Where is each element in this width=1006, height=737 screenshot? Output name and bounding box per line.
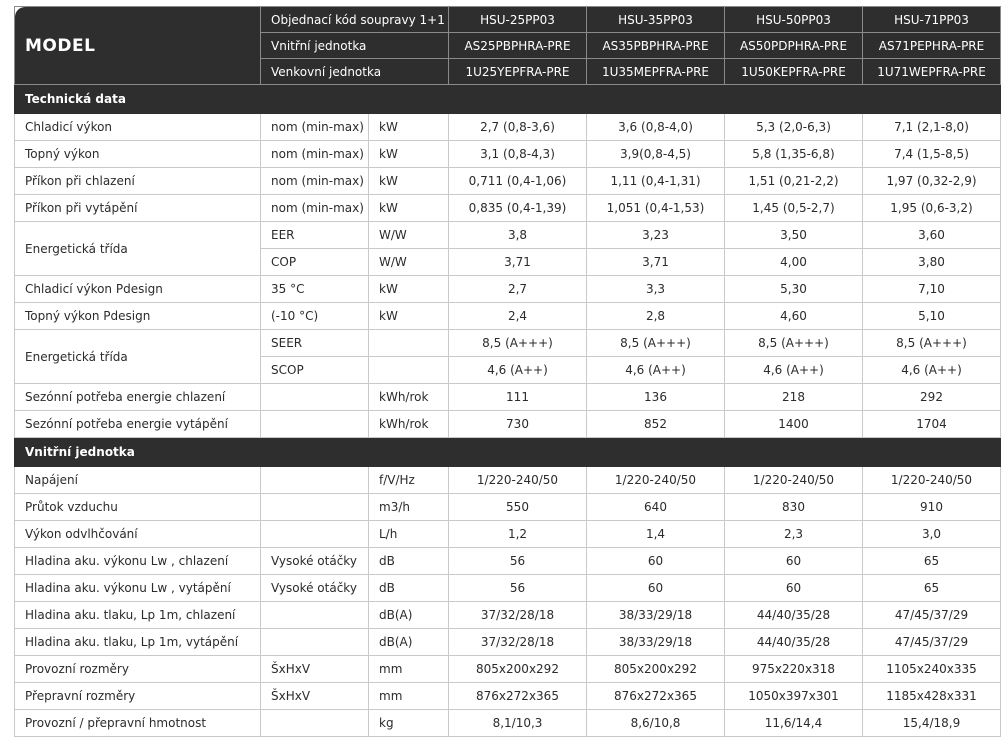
table-row [15, 548, 1001, 575]
row-unit: kg [369, 710, 449, 737]
value-cell: 8,5 (A+++) [449, 330, 587, 357]
value-cell: 56 [449, 548, 587, 575]
section-title: Technická data [15, 85, 1001, 114]
value-cell: 3,3 [587, 276, 725, 303]
value-cell: 640 [587, 494, 725, 521]
row-label: Chladicí výkon [15, 114, 261, 141]
value-cell: 5,10 [863, 303, 1001, 330]
value-cell: 1400 [725, 411, 863, 438]
value-cell: 1,11 (0,4-1,31) [587, 168, 725, 195]
value-cell: 4,60 [725, 303, 863, 330]
row-label: Energetická třída [15, 330, 261, 384]
value-cell: 8,6/10,8 [587, 710, 725, 737]
row-label: Energetická třída [15, 222, 261, 276]
set-code: HSU-71PP03 [863, 7, 1001, 33]
model-title: MODEL [15, 7, 261, 85]
table-row [15, 629, 1001, 656]
row-label: Chladicí výkon Pdesign [15, 276, 261, 303]
row-label: Příkon při chlazení [15, 168, 261, 195]
row-unit: kW [369, 276, 449, 303]
row-condition [261, 602, 369, 629]
row-unit: L/h [369, 521, 449, 548]
value-cell: 730 [449, 411, 587, 438]
spec-table-body [15, 7, 1001, 737]
value-cell: 47/45/37/29 [863, 602, 1001, 629]
value-cell: 3,71 [587, 249, 725, 276]
row-condition: (-10 °C) [261, 303, 369, 330]
spec-table-container [14, 6, 1000, 737]
row-condition [261, 521, 369, 548]
row-condition [261, 710, 369, 737]
value-cell: 60 [725, 548, 863, 575]
row-unit: W/W [369, 222, 449, 249]
set-code: HSU-50PP03 [725, 7, 863, 33]
row-unit: kWh/rok [369, 384, 449, 411]
section-title: Vnitřní jednotka [15, 438, 1001, 467]
value-cell: 550 [449, 494, 587, 521]
table-row [15, 602, 1001, 629]
row-unit: mm [369, 683, 449, 710]
row-condition: nom (min-max) [261, 195, 369, 222]
table-row [15, 411, 1001, 438]
value-cell: 975x220x318 [725, 656, 863, 683]
value-cell: 136 [587, 384, 725, 411]
row-condition: EER [261, 222, 369, 249]
row-label: Sezónní potřeba energie chlazení [15, 384, 261, 411]
outdoor-unit-code: 1U25YEPFRA-PRE [449, 59, 587, 85]
table-row [15, 141, 1001, 168]
table-row [15, 114, 1001, 141]
table-row [15, 575, 1001, 602]
value-cell: 1/220-240/50 [863, 467, 1001, 494]
value-cell: 1/220-240/50 [725, 467, 863, 494]
value-cell: 1,97 (0,32-2,9) [863, 168, 1001, 195]
row-unit: mm [369, 656, 449, 683]
table-row [15, 710, 1001, 737]
row-condition: ŠxHxV [261, 656, 369, 683]
value-cell: 4,6 (A++) [449, 357, 587, 384]
table-row [15, 303, 1001, 330]
row-unit: kW [369, 168, 449, 195]
table-row [15, 330, 1001, 357]
value-cell: 5,3 (2,0-6,3) [725, 114, 863, 141]
table-row [15, 683, 1001, 710]
row-unit: kW [369, 195, 449, 222]
value-cell: 3,60 [863, 222, 1001, 249]
row-label: Příkon při vytápění [15, 195, 261, 222]
value-cell: 3,71 [449, 249, 587, 276]
indoor-unit-code: AS71PEPHRA-PRE [863, 33, 1001, 59]
table-row [15, 384, 1001, 411]
value-cell: 805x200x292 [587, 656, 725, 683]
row-condition: 35 °C [261, 276, 369, 303]
row-condition [261, 384, 369, 411]
value-cell: 3,9(0,8-4,5) [587, 141, 725, 168]
row-label: Výkon odvlhčování [15, 521, 261, 548]
set-code-label: Objednací kód soupravy 1+1 [261, 7, 449, 33]
outdoor-unit-code: 1U50KEPFRA-PRE [725, 59, 863, 85]
value-cell: 60 [725, 575, 863, 602]
value-cell: 3,6 (0,8-4,0) [587, 114, 725, 141]
value-cell: 3,80 [863, 249, 1001, 276]
value-cell: 1,2 [449, 521, 587, 548]
value-cell: 47/45/37/29 [863, 629, 1001, 656]
value-cell: 910 [863, 494, 1001, 521]
value-cell: 37/32/28/18 [449, 602, 587, 629]
set-code: HSU-25PP03 [449, 7, 587, 33]
indoor-unit-code: AS35PBPHRA-PRE [587, 33, 725, 59]
value-cell: 44/40/35/28 [725, 629, 863, 656]
row-label: Přepravní rozměry [15, 683, 261, 710]
value-cell: 2,8 [587, 303, 725, 330]
row-unit: dB [369, 575, 449, 602]
value-cell: 1/220-240/50 [587, 467, 725, 494]
value-cell: 4,00 [725, 249, 863, 276]
value-cell: 3,0 [863, 521, 1001, 548]
row-unit: dB [369, 548, 449, 575]
row-condition: nom (min-max) [261, 114, 369, 141]
value-cell: 1,95 (0,6-3,2) [863, 195, 1001, 222]
value-cell: 8,5 (A+++) [863, 330, 1001, 357]
row-unit: f/V/Hz [369, 467, 449, 494]
row-unit [369, 357, 449, 384]
value-cell: 60 [587, 548, 725, 575]
row-unit [369, 330, 449, 357]
value-cell: 3,50 [725, 222, 863, 249]
spec-table [14, 6, 1001, 737]
row-condition [261, 467, 369, 494]
row-label: Hladina aku. výkonu Lw , vytápění [15, 575, 261, 602]
value-cell: 876x272x365 [449, 683, 587, 710]
row-condition [261, 494, 369, 521]
value-cell: 2,4 [449, 303, 587, 330]
outdoor-unit-code: 1U71WEPFRA-PRE [863, 59, 1001, 85]
set-code: HSU-35PP03 [587, 7, 725, 33]
value-cell: 111 [449, 384, 587, 411]
section-technical-data [15, 85, 1001, 114]
row-condition: nom (min-max) [261, 141, 369, 168]
row-condition: COP [261, 249, 369, 276]
row-condition: Vysoké otáčky [261, 575, 369, 602]
value-cell: 56 [449, 575, 587, 602]
value-cell: 5,8 (1,35-6,8) [725, 141, 863, 168]
outdoor-unit-label: Venkovní jednotka [261, 59, 449, 85]
table-row [15, 222, 1001, 249]
value-cell: 830 [725, 494, 863, 521]
row-label: Sezónní potřeba energie vytápění [15, 411, 261, 438]
value-cell: 1,51 (0,21-2,2) [725, 168, 863, 195]
value-cell: 5,30 [725, 276, 863, 303]
row-label: Topný výkon Pdesign [15, 303, 261, 330]
row-label: Provozní rozměry [15, 656, 261, 683]
value-cell: 8,5 (A+++) [587, 330, 725, 357]
value-cell: 0,835 (0,4-1,39) [449, 195, 587, 222]
row-label: Napájení [15, 467, 261, 494]
row-label: Provozní / přepravní hmotnost [15, 710, 261, 737]
value-cell: 7,10 [863, 276, 1001, 303]
value-cell: 3,1 (0,8-4,3) [449, 141, 587, 168]
row-condition: SEER [261, 330, 369, 357]
table-row [15, 276, 1001, 303]
row-condition: SCOP [261, 357, 369, 384]
table-row [15, 494, 1001, 521]
value-cell: 876x272x365 [587, 683, 725, 710]
value-cell: 1050x397x301 [725, 683, 863, 710]
value-cell: 44/40/35/28 [725, 602, 863, 629]
value-cell: 4,6 (A++) [863, 357, 1001, 384]
row-unit: m3/h [369, 494, 449, 521]
value-cell: 1185x428x331 [863, 683, 1001, 710]
value-cell: 852 [587, 411, 725, 438]
value-cell: 1704 [863, 411, 1001, 438]
row-condition: nom (min-max) [261, 168, 369, 195]
row-label: Průtok vzduchu [15, 494, 261, 521]
table-row [15, 168, 1001, 195]
row-condition [261, 411, 369, 438]
value-cell: 1,4 [587, 521, 725, 548]
value-cell: 2,7 (0,8-3,6) [449, 114, 587, 141]
outdoor-unit-code: 1U35MEPFRA-PRE [587, 59, 725, 85]
table-row [15, 521, 1001, 548]
table-row [15, 656, 1001, 683]
value-cell: 11,6/14,4 [725, 710, 863, 737]
value-cell: 38/33/29/18 [587, 629, 725, 656]
value-cell: 218 [725, 384, 863, 411]
row-unit: W/W [369, 249, 449, 276]
value-cell: 65 [863, 575, 1001, 602]
row-condition: Vysoké otáčky [261, 548, 369, 575]
value-cell: 3,23 [587, 222, 725, 249]
value-cell: 65 [863, 548, 1001, 575]
row-label: Topný výkon [15, 141, 261, 168]
value-cell: 4,6 (A++) [587, 357, 725, 384]
value-cell: 292 [863, 384, 1001, 411]
row-condition: ŠxHxV [261, 683, 369, 710]
value-cell: 7,4 (1,5-8,5) [863, 141, 1001, 168]
row-label: Hladina aku. tlaku, Lp 1m, chlazení [15, 602, 261, 629]
value-cell: 1105x240x335 [863, 656, 1001, 683]
row-condition [261, 629, 369, 656]
value-cell: 2,7 [449, 276, 587, 303]
value-cell: 1,45 (0,5-2,7) [725, 195, 863, 222]
value-cell: 38/33/29/18 [587, 602, 725, 629]
section-indoor-unit [15, 438, 1001, 467]
value-cell: 1,051 (0,4-1,53) [587, 195, 725, 222]
row-unit: dB(A) [369, 629, 449, 656]
value-cell: 7,1 (2,1-8,0) [863, 114, 1001, 141]
row-unit: kWh/rok [369, 411, 449, 438]
row-unit: kW [369, 303, 449, 330]
value-cell: 15,4/18,9 [863, 710, 1001, 737]
table-row [15, 467, 1001, 494]
value-cell: 1/220-240/50 [449, 467, 587, 494]
value-cell: 37/32/28/18 [449, 629, 587, 656]
value-cell: 805x200x292 [449, 656, 587, 683]
value-cell: 2,3 [725, 521, 863, 548]
header-row-set-code [15, 7, 1001, 33]
value-cell: 60 [587, 575, 725, 602]
value-cell: 8,1/10,3 [449, 710, 587, 737]
row-unit: dB(A) [369, 602, 449, 629]
indoor-unit-code: AS50PDPHRA-PRE [725, 33, 863, 59]
indoor-unit-code: AS25PBPHRA-PRE [449, 33, 587, 59]
value-cell: 3,8 [449, 222, 587, 249]
value-cell: 4,6 (A++) [725, 357, 863, 384]
row-unit: kW [369, 141, 449, 168]
indoor-unit-label: Vnitřní jednotka [261, 33, 449, 59]
row-unit: kW [369, 114, 449, 141]
value-cell: 8,5 (A+++) [725, 330, 863, 357]
value-cell: 0,711 (0,4-1,06) [449, 168, 587, 195]
row-label: Hladina aku. výkonu Lw , chlazení [15, 548, 261, 575]
row-label: Hladina aku. tlaku, Lp 1m, vytápění [15, 629, 261, 656]
table-row [15, 195, 1001, 222]
